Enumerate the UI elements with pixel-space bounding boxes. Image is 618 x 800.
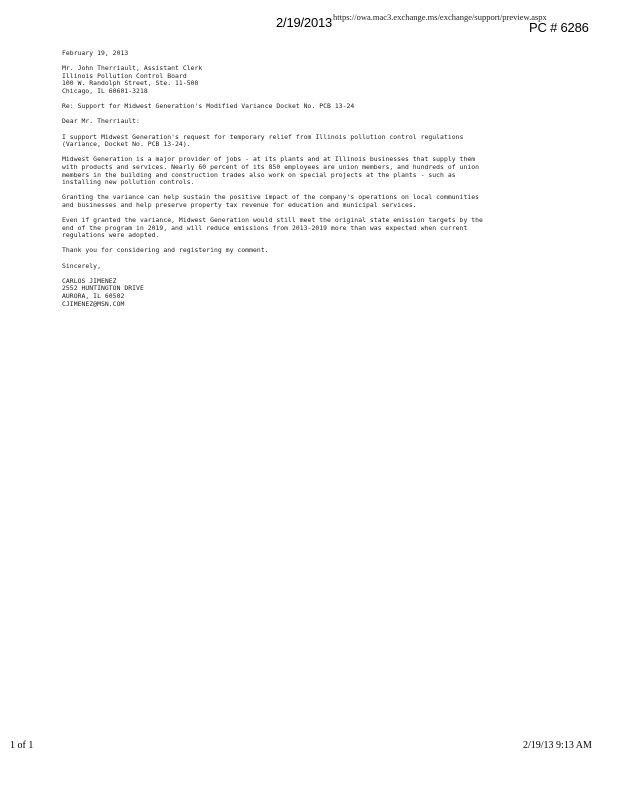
public-comment-number: PC # 6286 [529, 20, 589, 35]
address-line: Mr. John Therriault, Assistant Clerk [62, 65, 203, 73]
address-line: Chicago, IL 60601-3218 [62, 87, 148, 95]
signature-line: CJIMENEZ@MSN.COM [62, 300, 125, 308]
salutation: Dear Mr. Therriault: [62, 118, 140, 126]
paragraph-line: Even if granted the variance, Midwest Generation would still meet the original state emission targets by the [62, 217, 483, 225]
paragraph-line: with products and services. Nearly 60 percent of its 850 employees are union members, and hundreds of union [62, 163, 480, 171]
paragraph-line: Granting the variance can help sustain the positive impact of the company's operations on local communities [62, 194, 480, 202]
header-url: https://owa.mac3.exchange.ms/exchange/support/preview.aspx [333, 12, 547, 22]
address-line: 100 W. Randolph Street, Ste. 11-500 [62, 80, 199, 88]
closing: Sincerely, [62, 262, 101, 270]
recipient-address [62, 65, 552, 95]
paragraph-line: members in the building and construction trades also work on special projects at the plants - such as [62, 171, 456, 179]
footer-timestamp: 2/19/13 9:13 AM [523, 740, 592, 751]
subject-line: Re: Support for Midwest Generation's Modified Variance Docket No. PCB 13-24 [62, 103, 355, 111]
signature-line: AURORA, IL 60502 [62, 293, 125, 300]
paragraph [62, 134, 552, 149]
paragraph [62, 194, 552, 209]
letter-body [62, 50, 552, 308]
page-count: 1 of 1 [10, 740, 34, 751]
paragraph-line: and businesses and help preserve property tax revenue for education and municipal services. [62, 201, 417, 209]
paragraph [62, 247, 552, 255]
address-line: Illinois Pollution Control Board [62, 72, 187, 80]
paragraph-line: Thank you for considering and registering my comment. [62, 247, 269, 255]
paragraph-line: Midwest Generation is a major provider of jobs - at its plants and at Illinois businesses that supply them [62, 156, 476, 164]
letter-date: February 19, 2013 [62, 50, 129, 57]
paragraph-line: installing new pollution controls. [62, 179, 195, 187]
paragraph-line: regulations were adopted. [62, 232, 160, 240]
paragraph [62, 156, 552, 186]
header-date: 2/19/2013 [276, 15, 333, 30]
signature-line: CARLOS JIMENEZ [62, 277, 117, 285]
signature-line: 2552 HUNTINGTON DRIVE [62, 285, 144, 293]
paragraph-line: end of the program in 2019, and will reduce emissions from 2013-2019 more than was expected when current [62, 224, 468, 232]
paragraph [62, 217, 552, 240]
paragraph-line: (Variance, Docket No. PCB 13-24). [62, 141, 191, 149]
signature-block [62, 278, 552, 308]
paragraph-line: I support Midwest Generation's request for temporary relief from Illinois pollution control regulations [62, 133, 464, 141]
